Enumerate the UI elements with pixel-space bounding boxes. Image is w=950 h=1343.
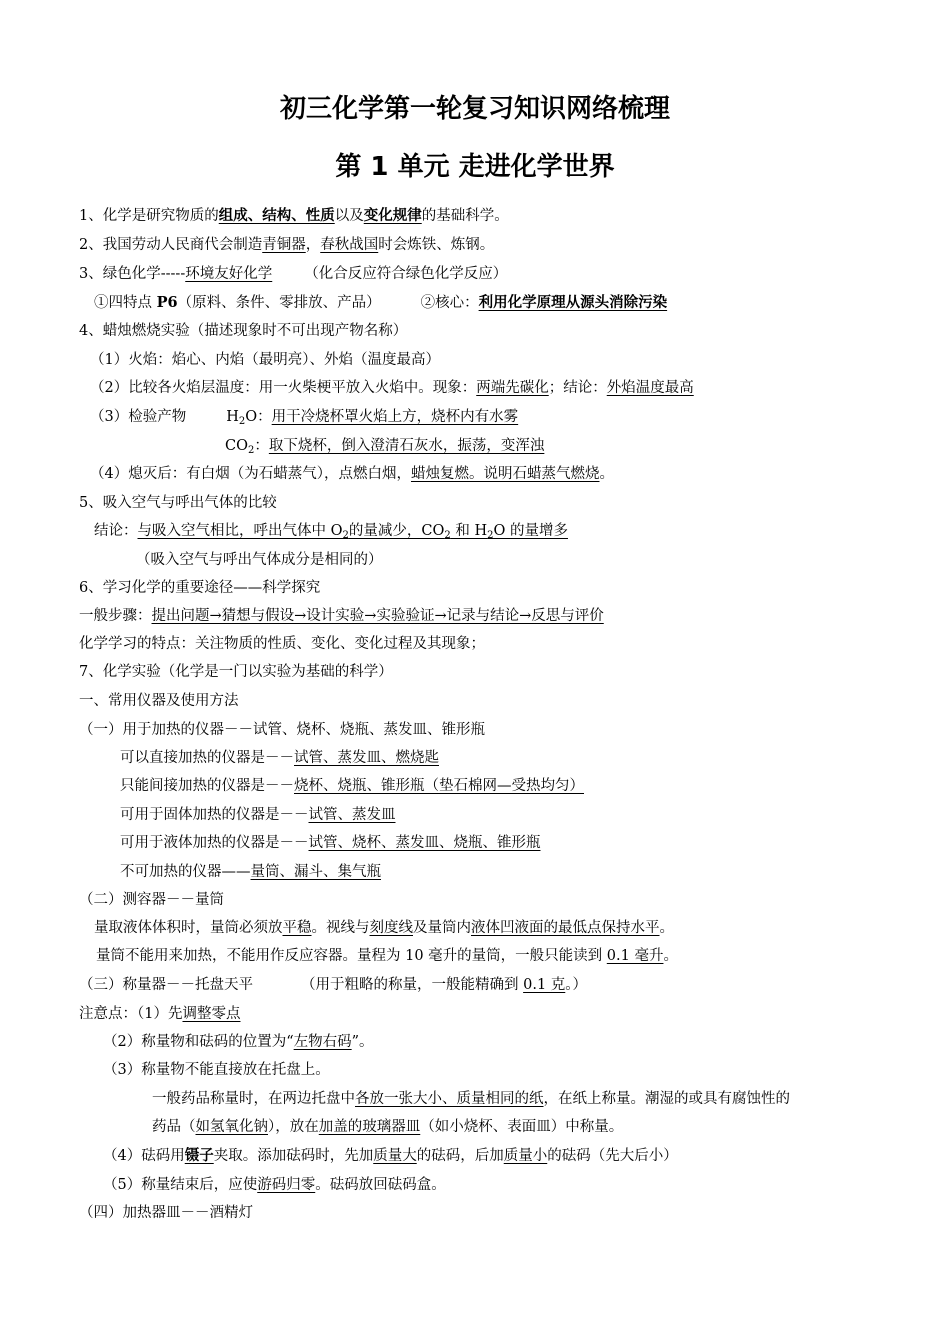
breath-note-line: （吸入空气与呼出气体成分是相同的） <box>136 552 383 568</box>
candle-extinguish-line: （4）熄灭后：有白烟（为石蜡蒸气），点燃白烟，蜡烛复燃。说明石蜡蒸气燃烧。 <box>90 466 614 482</box>
item-4-line: 4、蜡烛燃烧实验（描述现象时不可出现产物名称） <box>79 323 408 339</box>
item-3-line: 3、绿色化学-----环境友好化学 （化合反应符合绿色化学反应） <box>79 266 508 282</box>
measuring-cylinder-heading: （二）测容器－－量筒 <box>79 892 224 908</box>
section-instruments-heading: 一、常用仪器及使用方法 <box>79 693 239 709</box>
balance-note-3-line: （3）称量物不能直接放在托盘上。 <box>103 1062 330 1078</box>
liquid-heating-line: 可用于液体加热的仪器是－－试管、烧杯、蒸发皿、烧瓶、锥形瓶 <box>120 835 541 851</box>
unit-title: 第 1 单元 走进化学世界 <box>335 152 615 182</box>
balance-corrosive-line: 药品（如氢氧化钠），放在加盖的玻璃器皿（如小烧杯、表面皿）中称量。 <box>152 1119 624 1135</box>
item-6-line: 6、学习化学的重要途径——科学探究 <box>79 580 321 596</box>
candle-products-water-line: （3）检验产物 $H_2O$：用干冷烧杯罩火焰上方，烧杯内有水雾 <box>90 409 519 427</box>
candle-flame-line: （1）火焰：焰心、内焰（最明亮）、外焰（温度最高） <box>90 352 440 368</box>
cylinder-precision-line: 量筒不能用来加热，不能用作反应容器。量程为 10 毫升的量筒，一般只能读到 0.1 毫升。 <box>96 948 678 964</box>
item-5-line: 5、吸入空气与呼出气体的比较 <box>79 495 277 511</box>
balance-note-2-line: （2）称量物和砝码的位置为“左物右码”。 <box>103 1034 374 1050</box>
item-2-line: 2、我国劳动人民商代会制造青铜器，春秋战国时会炼铁、炼钢。 <box>79 237 495 253</box>
heating-instruments-line: （一）用于加热的仪器－－试管、烧杯、烧瓶、蒸发皿、锥形瓶 <box>79 722 485 738</box>
green-chem-features-line: ①四特点 P6（原料、条件、零排放、产品） ②核心：利用化学原理从源头消除污染 <box>94 294 668 311</box>
candle-products-co2-line: $CO_2$：取下烧杯，倒入澄清石灰水，振荡，变浑浊 <box>225 438 545 456</box>
cylinder-reading-line: 量取液体体积时，量筒必须放平稳。视线与刻度线及量筒内液体凹液面的最低点保持水平。 <box>94 920 674 936</box>
balance-note-5-line: （5）称量结束后，应使游码归零。砝码放回砝码盒。 <box>103 1177 446 1193</box>
balance-note-1-line: 注意点：（1）先调整零点 <box>79 1006 241 1022</box>
non-heating-line: 不可加热的仪器——量筒、漏斗、集气瓶 <box>120 864 381 880</box>
document-title: 初三化学第一轮复习知识网络梳理 <box>279 94 670 124</box>
indirect-heating-line: 只能间接加热的仪器是－－烧杯、烧瓶、锥形瓶（垫石棉网—受热均匀） <box>120 778 584 794</box>
direct-heating-line: 可以直接加热的仪器是－－试管、蒸发皿、燃烧匙 <box>120 750 439 766</box>
learning-features-line: 化学学习的特点：关注物质的性质、变化、变化过程及其现象； <box>79 636 485 652</box>
item-7-line: 7、化学实验（化学是一门以实验为基础的科学） <box>79 664 393 680</box>
balance-paper-line: 一般药品称量时，在两边托盘中各放一张大小、质量相同的纸，在纸上称量。潮湿的或具有腐蚀性的 <box>152 1091 790 1107</box>
item-1-line: 1、化学是研究物质的组成、结构、性质以及变化规律的基础科学。 <box>79 207 509 224</box>
alcohol-lamp-heading: （四）加热器皿－－酒精灯 <box>79 1205 253 1221</box>
inquiry-steps-line: 一般步骤：提出问题→猜想与假设→设计实验→实验验证→记录与结论→反思与评价 <box>79 608 604 624</box>
solid-heating-line: 可用于固体加热的仪器是－－试管、蒸发皿 <box>120 807 396 823</box>
candle-compare-line: （2）比较各火焰层温度：用一火柴梗平放入火焰中。现象：两端先碳化；结论：外焰温度最高 <box>90 380 694 396</box>
balance-heading-line: （三）称量器－－托盘天平 （用于粗略的称量，一般能精确到 0.1 克。） <box>79 977 588 993</box>
breath-conclusion-line: 结论：与吸入空气相比，呼出气体中 $O_2$的量减少，$CO_2$ 和 $H_2O$ 的量增多 <box>94 523 568 541</box>
balance-note-4-line: （4）砝码用镊子夹取。添加砝码时，先加质量大的砝码，后加质量小的砝码（先大后小） <box>103 1147 678 1164</box>
